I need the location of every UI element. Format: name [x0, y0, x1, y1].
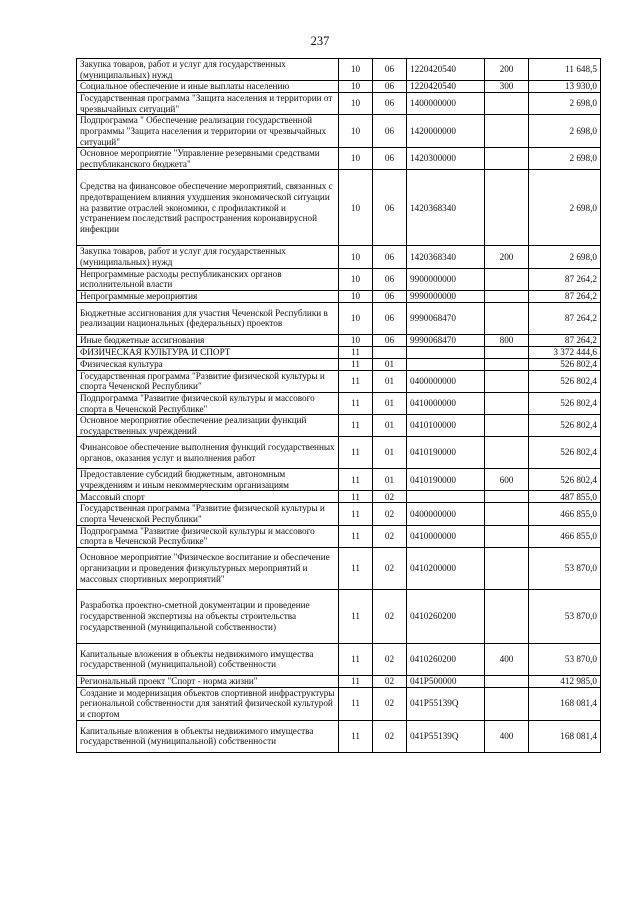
expense-type-cell [485, 415, 529, 437]
target-article-cell: 041P55139Q [407, 720, 485, 752]
expense-type-cell [485, 370, 529, 392]
amount-cell: 87 264,2 [529, 334, 601, 346]
expense-type-cell [485, 491, 529, 503]
expense-type-cell [485, 675, 529, 687]
table-row [77, 170, 601, 246]
table-row [77, 643, 601, 675]
subsection-code-cell: 02 [373, 491, 407, 503]
row-name-cell: Социальное обеспечение и иные выплаты населению [77, 81, 339, 93]
subsection-code-cell: 02 [373, 547, 407, 589]
expense-type-cell [485, 93, 529, 115]
row-name-cell: Массовый спорт [77, 491, 339, 503]
amount-cell: 53 870,0 [529, 589, 601, 643]
table-row [77, 268, 601, 290]
amount-cell: 526 802,4 [529, 415, 601, 437]
row-name-cell: Финансовое обеспечение выполнения функций государственных органов, оказания услуг и выполнения работ [77, 437, 339, 469]
amount-cell: 3 372 444,6 [529, 346, 601, 358]
table-row [77, 491, 601, 503]
target-article-cell [407, 346, 485, 358]
expense-type-cell: 200 [485, 59, 529, 81]
target-article-cell: 1420368340 [407, 246, 485, 268]
target-article-cell: 1420300000 [407, 148, 485, 170]
expense-type-cell [485, 115, 529, 148]
row-name-cell: Государственная программа "Развитие физической культуры и спорта Чеченской Республики" [77, 370, 339, 392]
amount-cell: 168 081,4 [529, 687, 601, 720]
row-name-cell: Закупка товаров, работ и услуг для государственных (муниципальных) нужд [77, 246, 339, 268]
table-row [77, 148, 601, 170]
amount-cell: 53 870,0 [529, 643, 601, 675]
table-row [77, 334, 601, 346]
row-name-cell: Разработка проектно-сметной документации и проведение государственной экспертизы на объекты строительства государственной (муниципальной собственности) [77, 589, 339, 643]
row-name-cell: Государственная программа "Защита населения и территории от чрезвычайных ситуаций" [77, 93, 339, 115]
amount-cell: 87 264,2 [529, 268, 601, 290]
section-code-cell: 11 [339, 643, 373, 675]
target-article-cell: 9990068470 [407, 302, 485, 334]
subsection-code-cell: 02 [373, 643, 407, 675]
amount-cell: 168 081,4 [529, 720, 601, 752]
amount-cell: 2 698,0 [529, 246, 601, 268]
expense-type-cell [485, 589, 529, 643]
subsection-code-cell: 01 [373, 415, 407, 437]
subsection-code-cell: 01 [373, 370, 407, 392]
subsection-code-cell: 02 [373, 720, 407, 752]
subsection-code-cell: 02 [373, 687, 407, 720]
row-name-cell: Капитальные вложения в объекты недвижимого имущества государственной (муниципальной) собственности [77, 720, 339, 752]
amount-cell: 526 802,4 [529, 469, 601, 491]
table-row [77, 358, 601, 370]
section-code-cell: 11 [339, 415, 373, 437]
subsection-code-cell: 02 [373, 675, 407, 687]
section-code-cell: 11 [339, 392, 373, 414]
expense-type-cell [485, 358, 529, 370]
subsection-code-cell: 01 [373, 437, 407, 469]
section-code-cell: 10 [339, 59, 373, 81]
subsection-code-cell: 06 [373, 246, 407, 268]
section-code-cell: 11 [339, 720, 373, 752]
section-code-cell: 10 [339, 290, 373, 302]
target-article-cell: 0410000000 [407, 392, 485, 414]
row-name-cell: Физическая культура [77, 358, 339, 370]
expense-type-cell: 800 [485, 334, 529, 346]
row-name-cell: Основное мероприятие "Физическое воспитание и обеспечение организации и проведения физкультурных мероприятий и массовых спортивных мероприятий" [77, 547, 339, 589]
row-name-cell: Государственная программа "Развитие физической культуры и спорта Чеченской Республики" [77, 503, 339, 525]
subsection-code-cell: 06 [373, 268, 407, 290]
target-article-cell: 0410200000 [407, 547, 485, 589]
table-row [77, 720, 601, 752]
row-name-cell: Основное мероприятие обеспечение реализации функций государственных учреждений [77, 415, 339, 437]
section-code-cell: 11 [339, 437, 373, 469]
section-code-cell: 11 [339, 589, 373, 643]
target-article-cell [407, 491, 485, 503]
expense-type-cell: 300 [485, 81, 529, 93]
section-code-cell: 10 [339, 93, 373, 115]
expense-type-cell [485, 503, 529, 525]
target-article-cell: 0410190000 [407, 437, 485, 469]
target-article-cell: 9990068470 [407, 334, 485, 346]
target-article-cell: 1420368340 [407, 170, 485, 246]
target-article-cell: 0410260200 [407, 643, 485, 675]
section-code-cell: 11 [339, 525, 373, 547]
expense-type-cell [485, 290, 529, 302]
table-row [77, 437, 601, 469]
expense-type-cell [485, 302, 529, 334]
row-name-cell: Иные бюджетные ассигнования [77, 334, 339, 346]
subsection-code-cell: 06 [373, 81, 407, 93]
table-row [77, 547, 601, 589]
amount-cell: 526 802,4 [529, 370, 601, 392]
section-code-cell: 10 [339, 81, 373, 93]
target-article-cell: 041P500000 [407, 675, 485, 687]
subsection-code-cell: 01 [373, 358, 407, 370]
target-article-cell: 0410260200 [407, 589, 485, 643]
expense-type-cell: 400 [485, 720, 529, 752]
budget-table-body [77, 59, 601, 753]
row-name-cell: Региональный проект "Спорт - норма жизни" [77, 675, 339, 687]
expense-type-cell [485, 170, 529, 246]
target-article-cell: 041P55139Q [407, 687, 485, 720]
amount-cell: 87 264,2 [529, 290, 601, 302]
amount-cell: 53 870,0 [529, 547, 601, 589]
section-code-cell: 11 [339, 491, 373, 503]
table-row [77, 59, 601, 81]
amount-cell: 526 802,4 [529, 358, 601, 370]
expense-type-cell [485, 148, 529, 170]
subsection-code-cell: 02 [373, 503, 407, 525]
amount-cell: 412 985,0 [529, 675, 601, 687]
subsection-code-cell: 06 [373, 290, 407, 302]
target-article-cell: 0410190000 [407, 469, 485, 491]
section-code-cell: 11 [339, 687, 373, 720]
amount-cell: 2 698,0 [529, 170, 601, 246]
amount-cell: 2 698,0 [529, 93, 601, 115]
target-article-cell [407, 358, 485, 370]
table-row [77, 687, 601, 720]
table-row [77, 675, 601, 687]
section-code-cell: 10 [339, 268, 373, 290]
table-row [77, 246, 601, 268]
section-code-cell: 10 [339, 246, 373, 268]
amount-cell: 13 930,0 [529, 81, 601, 93]
table-row [77, 302, 601, 334]
expense-type-cell [485, 547, 529, 589]
table-row [77, 93, 601, 115]
row-name-cell: Подпрограмма "Развитие физической культуры и массового спорта в Чеченской Республике" [77, 392, 339, 414]
row-name-cell: Бюджетные ассигнования для участия Чеченской Республики в реализации национальных (федеральных) проектов [77, 302, 339, 334]
subsection-code-cell: 06 [373, 115, 407, 148]
amount-cell: 526 802,4 [529, 392, 601, 414]
target-article-cell: 1220420540 [407, 81, 485, 93]
expense-type-cell [485, 525, 529, 547]
row-name-cell: Средства на финансовое обеспечение мероприятий, связанных с предотвращением влияния ухудшения экономической ситуации на развитие отраслей экономики, с профилактикой и устранением последствий распространения коронавирусной инфекции [77, 170, 339, 246]
amount-cell: 526 802,4 [529, 437, 601, 469]
target-article-cell: 0400000000 [407, 503, 485, 525]
expense-type-cell [485, 392, 529, 414]
table-row [77, 81, 601, 93]
budget-table [76, 58, 601, 753]
target-article-cell: 0400000000 [407, 370, 485, 392]
target-article-cell: 9990000000 [407, 290, 485, 302]
table-row [77, 370, 601, 392]
section-code-cell: 10 [339, 115, 373, 148]
amount-cell: 466 855,0 [529, 525, 601, 547]
table-row [77, 415, 601, 437]
expense-type-cell [485, 268, 529, 290]
table-row [77, 525, 601, 547]
row-name-cell: Создание и модернизация объектов спортивной инфраструктуры региональной собственности для занятий физической культурой и спортом [77, 687, 339, 720]
expense-type-cell [485, 687, 529, 720]
subsection-code-cell: 02 [373, 589, 407, 643]
subsection-code-cell [373, 346, 407, 358]
section-code-cell: 11 [339, 469, 373, 491]
row-name-cell: ФИЗИЧЕСКАЯ КУЛЬТУРА И СПОРТ [77, 346, 339, 358]
amount-cell: 11 648,5 [529, 59, 601, 81]
row-name-cell: Подпрограмма " Обеспечение реализации государственной программы "Защита населения и территории от чрезвычайных ситуаций" [77, 115, 339, 148]
row-name-cell: Основное мероприятие "Управление резервными средствами республиканского бюджета" [77, 148, 339, 170]
amount-cell: 487 855,0 [529, 491, 601, 503]
expense-type-cell: 600 [485, 469, 529, 491]
row-name-cell: Предоставление субсидий бюджетным, автономным учреждениям и иным некоммерческим организациям [77, 469, 339, 491]
table-row [77, 346, 601, 358]
subsection-code-cell: 06 [373, 148, 407, 170]
row-name-cell: Закупка товаров, работ и услуг для государственных (муниципальных) нужд [77, 59, 339, 81]
section-code-cell: 11 [339, 346, 373, 358]
target-article-cell: 1420000000 [407, 115, 485, 148]
table-row [77, 115, 601, 148]
table-row [77, 589, 601, 643]
amount-cell: 2 698,0 [529, 148, 601, 170]
section-code-cell: 10 [339, 170, 373, 246]
subsection-code-cell: 02 [373, 525, 407, 547]
subsection-code-cell: 06 [373, 302, 407, 334]
table-row [77, 469, 601, 491]
target-article-cell: 0410100000 [407, 415, 485, 437]
expense-type-cell [485, 346, 529, 358]
table-row [77, 392, 601, 414]
target-article-cell: 0410000000 [407, 525, 485, 547]
row-name-cell: Непрограммные расходы республиканских органов исполнительной власти [77, 268, 339, 290]
section-code-cell: 11 [339, 547, 373, 589]
section-code-cell: 10 [339, 148, 373, 170]
table-row [77, 503, 601, 525]
target-article-cell: 9900000000 [407, 268, 485, 290]
subsection-code-cell: 01 [373, 469, 407, 491]
expense-type-cell: 200 [485, 246, 529, 268]
subsection-code-cell: 06 [373, 334, 407, 346]
section-code-cell: 10 [339, 334, 373, 346]
amount-cell: 466 855,0 [529, 503, 601, 525]
subsection-code-cell: 06 [373, 59, 407, 81]
subsection-code-cell: 06 [373, 93, 407, 115]
table-row [77, 290, 601, 302]
section-code-cell: 11 [339, 358, 373, 370]
row-name-cell: Капитальные вложения в объекты недвижимого имущества государственной (муниципальной) собственности [77, 643, 339, 675]
amount-cell: 87 264,2 [529, 302, 601, 334]
section-code-cell: 11 [339, 503, 373, 525]
section-code-cell: 11 [339, 370, 373, 392]
amount-cell: 2 698,0 [529, 115, 601, 148]
section-code-cell: 10 [339, 302, 373, 334]
expense-type-cell [485, 437, 529, 469]
target-article-cell: 1400000000 [407, 93, 485, 115]
expense-type-cell: 400 [485, 643, 529, 675]
target-article-cell: 1220420540 [407, 59, 485, 81]
row-name-cell: Подпрограмма "Развитие физической культуры и массового спорта в Чеченской Республике" [77, 525, 339, 547]
page-number: 237 [310, 34, 330, 48]
row-name-cell: Непрограммные мероприятия [77, 290, 339, 302]
section-code-cell: 11 [339, 675, 373, 687]
subsection-code-cell: 06 [373, 170, 407, 246]
subsection-code-cell: 01 [373, 392, 407, 414]
